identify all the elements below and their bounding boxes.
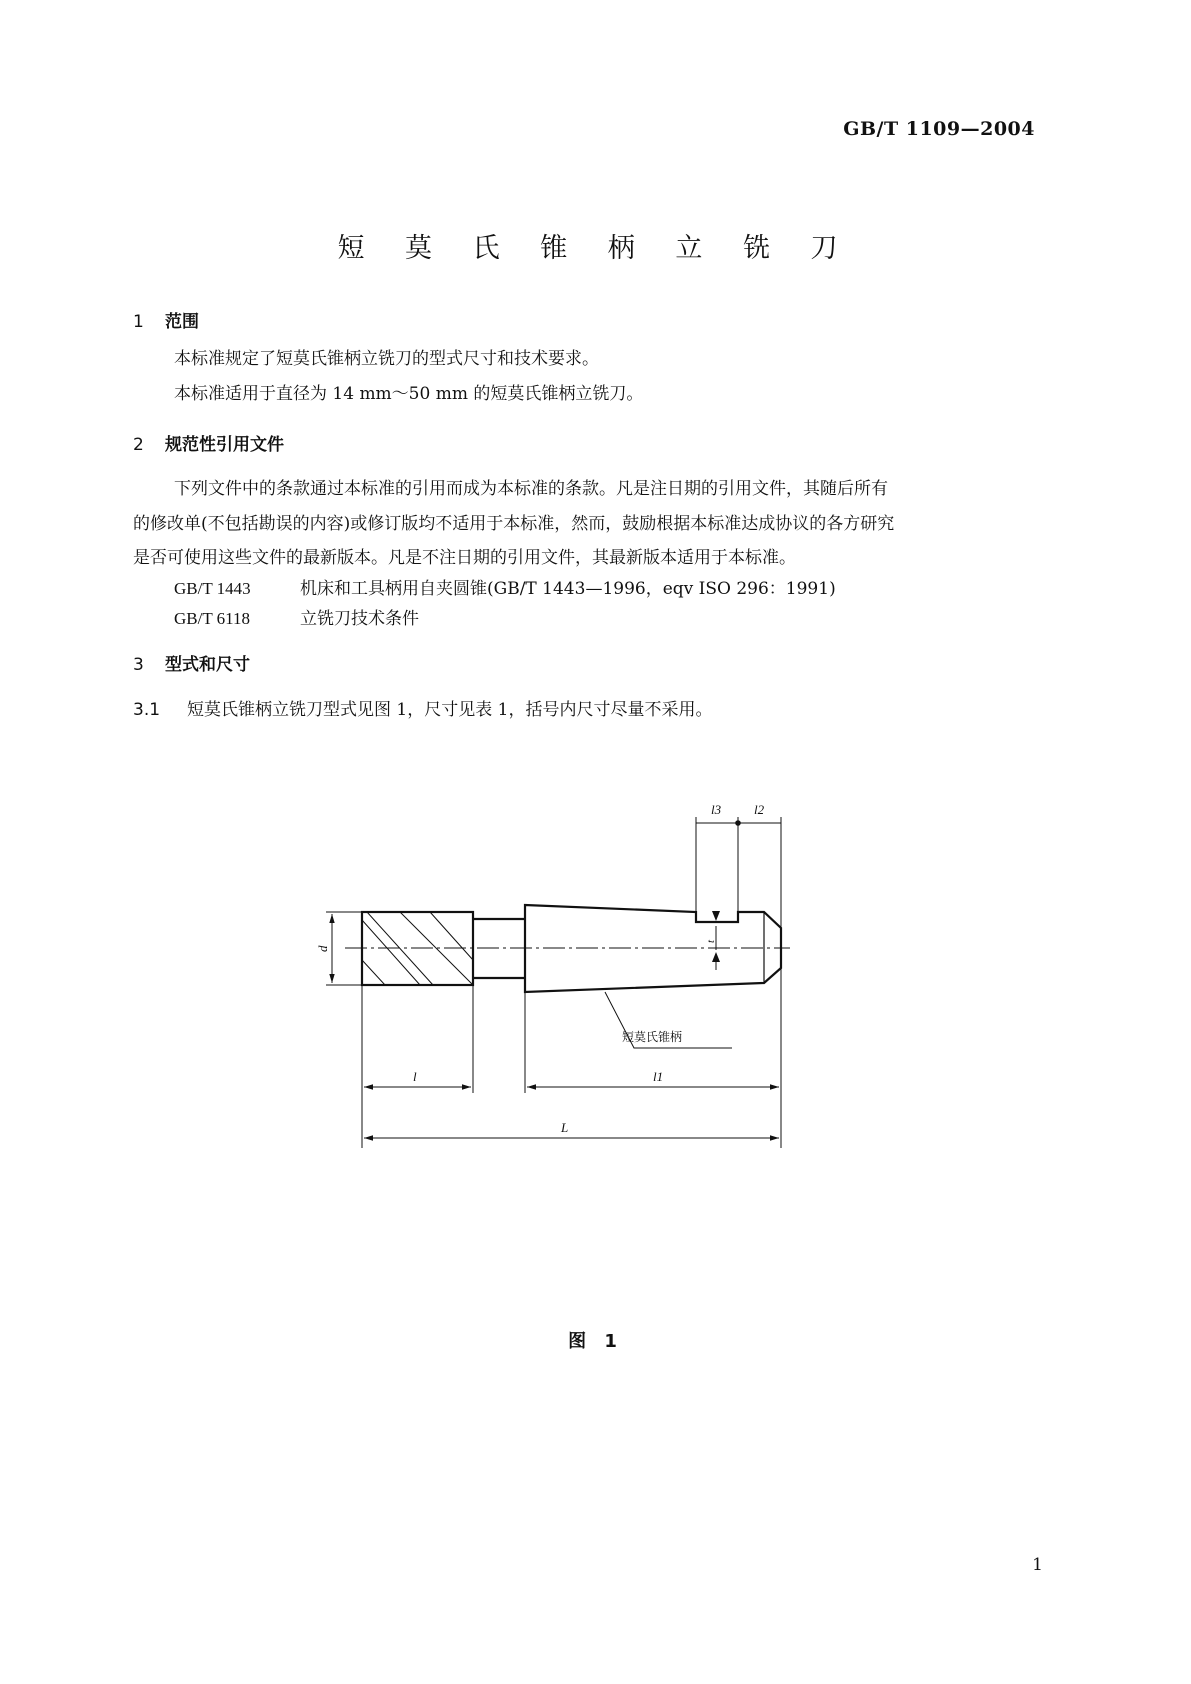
clause-text: 短莫氏锥柄立铣刀型式见图 1，尺寸见表 1，括号内尺寸尽量不采用。 [187, 700, 713, 720]
figure-caption: 图 1 [568, 1331, 623, 1352]
paragraph: 本标准规定了短莫氏锥柄立铣刀的型式尺寸和技术要求。 [174, 349, 599, 369]
page-number: 1 [1032, 1555, 1043, 1575]
label-t: t [705, 939, 717, 943]
callout-text: 短莫氏锥柄 [622, 1030, 683, 1044]
reference-title: 立铣刀技术条件 [300, 609, 419, 629]
reference-title: 机床和工具柄用自夹圆锥(GB/T 1443—1996，eqv ISO 296：1991) [300, 579, 836, 599]
paragraph-line: 是否可使用这些文件的最新版本。凡是不注日期的引用文件，其最新版本适用于本标准。 [133, 548, 796, 568]
section-title: 规范性引用文件 [165, 435, 284, 455]
clause-3-1 [133, 695, 712, 720]
clause-number: 3.1 [133, 700, 161, 720]
label-l3: l3 [711, 802, 722, 817]
section-title: 型式和尺寸 [165, 655, 250, 675]
reference-code: GB/T 6118 [174, 609, 251, 628]
document-title: 短 莫 氏 锥 柄 立 铣 刀 [337, 233, 854, 264]
end-mill-drawing [300, 802, 800, 1160]
section-2-heading [133, 430, 284, 455]
reference-item [174, 604, 419, 629]
label-l1: l1 [653, 1069, 664, 1084]
section-1-heading [133, 307, 199, 332]
reference-code: GB/T 1443 [174, 579, 251, 598]
section-title: 范围 [165, 312, 199, 332]
reference-item [174, 574, 836, 599]
paragraph: 本标准适用于直径为 14 mm～50 mm 的短莫氏锥柄立铣刀。 [174, 384, 644, 404]
label-l: l [413, 1069, 417, 1084]
section-number: 1 [133, 312, 144, 332]
label-L: L [561, 1120, 569, 1135]
paragraph-line: 的修改单(不包括勘误的内容)或修订版均不适用于本标准，然而，鼓励根据本标准达成协议的各方研究 [133, 514, 895, 534]
standard-code: GB/T 1109—2004 [843, 118, 1035, 140]
section-3-heading [133, 650, 250, 675]
label-l2: l2 [754, 802, 765, 817]
section-number: 3 [133, 655, 144, 675]
label-d: d [315, 945, 330, 952]
section-number: 2 [133, 435, 144, 455]
paragraph-line: 下列文件中的条款通过本标准的引用而成为本标准的条款。凡是注日期的引用文件，其随后所有 [174, 479, 888, 499]
